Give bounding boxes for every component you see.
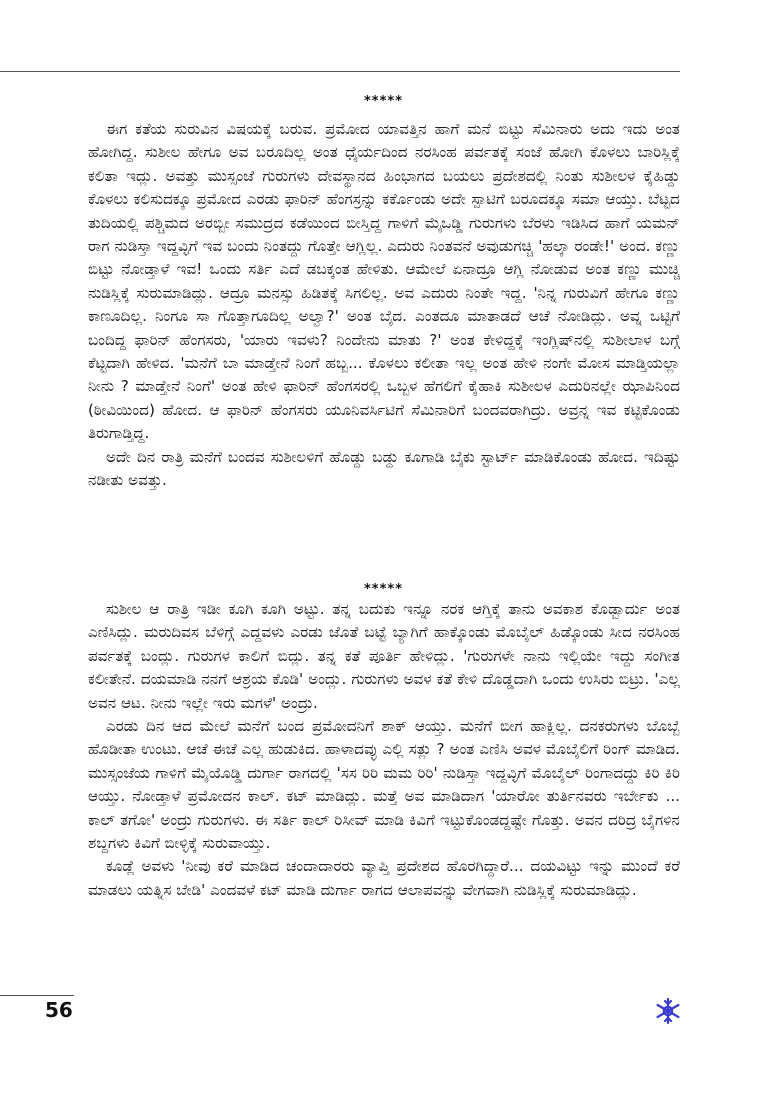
snowflake-ornament-icon xyxy=(654,997,682,1025)
page-number: 56 xyxy=(45,998,73,1022)
bottom-rule xyxy=(0,995,74,996)
section-2-text xyxy=(88,598,680,902)
section-separator-mid: ***** xyxy=(364,582,403,597)
top-rule xyxy=(0,71,680,72)
section-1-text xyxy=(88,118,680,493)
paragraph: ಸುಶೀಲ ಆ ರಾತ್ರಿ ಇಡೀ ಕೂಗಿ ಕೂಗಿ ಅಟ್ಟು. ತನ್ನ ಬದುಕು ಇನ್ನೂ ನರಕ ಆಗ್ತಿಕ್ಕೆ ತಾನು ಅವಕಾಶ ಕೊಡ್ಬಾರ್ದು ಅಂತ ಎಣಿಸಿದ್ಲು. ಮರುದಿವಸ ಬೆಳಿಗ್ಗೆ ಎದ್ದವಳು ಎರಡು ಜೊತೆ ಬಟ್ಟೆ ಬ್ಯಾಗಿಗೆ ಹಾಕ್ಕೊಂಡು ಮೊಬೈಲ್ ಹಿಡ್ಕೊಂಡು ಸೀದ ನರಸಿಂಹ ಪರ್ವತಕ್ಕೆ ಬಂದ್ಲು. ಗುರುಗಳ ಕಾಲಿಗೆ ಬಿದ್ಲು. ತನ್ನ ಕತೆ ಪೂರ್ತಿ ಹೇಳಿದ್ಲು. 'ಗುರುಗಳೇ ನಾನು ಇಲ್ಲಿಯೇ ಇದ್ದು ಸಂಗೀತ ಕಲೀತೇನೆ. ದಯಮಾಡಿ ನನಗೆ ಆಶ್ರಯ ಕೊಡಿ' ಅಂದ್ಲು. ಗುರುಗಳು ಅವಳ ಕತೆ ಕೇಳಿ ದೊಡ್ಡದಾಗಿ ಒಂದು ಉಸಿರು ಬಿಟ್ರು. 'ಎಲ್ಲ ಅವನ ಆಟ. ನೀನು ಇಲ್ಲೇ ಇರು ಮಗಳೆ' ಅಂದ್ರು. xyxy=(88,600,680,712)
paragraph: ಅದೇ ದಿನ ರಾತ್ರಿ ಮನೆಗೆ ಬಂದವ ಸುಶೀಲಳಿಗೆ ಹೊಡ್ದು ಬಡ್ದು ಕೂಗಾಡಿ ಬೈಕು ಸ್ಟಾರ್ಟ್ ಮಾಡಿಕೊಂಡು ಹೋದ. ಇದಿಷ್ಟು ನಡೀತು ಅವತ್ತು. xyxy=(88,447,680,490)
paragraph: ಕೂಡ್ಲೆ ಅವಳು 'ನೀವು ಕರೆ ಮಾಡಿದ ಚಂದಾದಾರರು ವ್ಯಾಪ್ತಿ ಪ್ರದೇಶದ ಹೊರಗಿದ್ದಾರೆ... ದಯವಿಟ್ಟು ಇನ್ನು ಮುಂದೆ ಕರೆ ಮಾಡಲು ಯತ್ನಿಸ ಬೇಡಿ' ಎಂದವಳೆ ಕಟ್ ಮಾಡಿ ದುರ್ಗಾ ರಾಗದ ಆಲಾಪವನ್ನು ವೇಗವಾಗಿ ನುಡಿಸ್ಲಿಕ್ಕೆ ಸುರುಮಾಡಿದ್ಲು. xyxy=(88,857,680,899)
paragraph: ಈಗ ಕತೆಯ ಸುರುವಿನ ವಿಷಯಕ್ಕೆ ಬರುವ. ಪ್ರಮೋದ ಯಾವತ್ತಿನ ಹಾಗೆ ಮನೆ ಬಿಟ್ಟು ಸೆಮಿನಾರು ಅದು ಇದು ಅಂತ ಹೋಗಿದ್ದ. ಸುಶೀಲ ಹೇಗೂ ಅವ ಬರೂದಿಲ್ಲ ಅಂತ ಧೈರ್ಯದಿಂದ ನರಸಿಂಹ ಪರ್ವತಕ್ಕೆ ಸಂಜೆ ಹೋಗಿ ಕೊಳಲು ಬಾರಿಸ್ಲಿಕ್ಕೆ ಕಲಿತಾ ಇದ್ಲು. ಅವತ್ತು ಮುಸ್ಸಂಜೆ ಗುರುಗಳು ದೇವಸ್ಥಾನದ ಹಿಂಭಾಗದ ಬಯಲು ಪ್ರದೇಶದಲ್ಲಿ ನಿಂತು ಸುಶೀಲಳ ಕೈಹಿಡ್ದು ಕೊಳಲು ಕಲಿಸುದಕ್ಕೂ ಪ್ರಮೋದ ಎರಡು ಫಾರಿನ್ ಹೆಂಗಸ್ರನ್ನು ಕರ್ಕೊಂಡು ಅದೇ ಸ್ಪಾಟಿಗೆ ಬರೂದಕ್ಕೂ ಸಮಾ ಆಯ್ತು. ಬೆಟ್ಟದ ತುದಿಯಲ್ಲಿ ಪಶ್ಚಿಮದ ಅರಬ್ಬೀ ಸಮುದ್ರದ ಕಡೆಯಿಂದ ಬೀಸ್ತಿದ್ದ ಗಾಳಿಗೆ ಮೈಒಡ್ಡಿ ಗುರುಗಳು ಬೆರಳು ಇಡಿಸಿದ ಹಾಗೆ ಯಮನ್ ರಾಗ ನುಡಿಸ್ತಾ ಇದ್ದವ್ಳಿಗೆ ಇವ ಬಂದು ನಿಂತದ್ದು ಗೊತ್ತೇ ಆಗ್ಲಿಲ್ಲ. ಎದುರು ನಿಂತವನೆ ಅವುಡುಗಚ್ಚಿ 'ಹಲ್ಕಾ ರಂಡೇ!' ಅಂದ. ಕಣ್ಣು ಬಿಟ್ಟು ನೋಡ್ತಾಳೆ ಇವ! ಒಂದು ಸರ್ತಿ ಎದೆ ಡಬಕ್ಕಂತ ಹೇಳಿತು. ಆಮೇಲೆ ಏನಾದ್ರೂ ಆಗ್ಲಿ ನೋಡುವ ಅಂತ ಕಣ್ಣು ಮುಚ್ಚಿ ನುಡಿಸ್ಲಿಕ್ಕೆ ಸುರುಮಾಡಿದ್ಲು. ಆದ್ರೂ ಮನಸ್ಸು ಹಿಡಿತಕ್ಕೆ ಸಿಗಲಿಲ್ಲ. ಅವ ಎದುರು ನಿಂತೇ ಇದ್ದ. 'ನಿನ್ನ ಗುರುವಿಗೆ ಹೇಗೂ ಕಣ್ಣು ಕಾಣೂದಿಲ್ಲ. ನಿಂಗೂ ಸಾ ಗೊತ್ತಾಗೂದಿಲ್ಲ ಅಲ್ವಾ?' ಅಂತ ಬೈದ. ಎಂತದೂ ಮಾತಾಡದೆ ಆಚೆ ನೋಡಿದ್ಲು. ಅವ್ನ ಒಟ್ಟಿಗೆ ಬಂದಿದ್ದ ಫಾರಿನ್ ಹೆಂಗಸರು, 'ಯಾರು ಇವಳು? ನಿಂದೇನು ಮಾತು ?' ಅಂತ ಕೇಳಿದ್ದಕ್ಕೆ ಇಂಗ್ಲಿಷ್‌ನಲ್ಲಿ ಸುಶೀಲಾಳ ಬಗ್ಗೆ ಕೆಟ್ಟದಾಗಿ ಹೇಳಿದ. 'ಮನೆಗೆ ಬಾ ಮಾಡ್ತೇನೆ ನಿಂಗೆ ಹಬ್ಬ... ಕೊಳಲು ಕಲೀತಾ ಇಲ್ಲ ಅಂತ ಹೇಳಿ ನಂಗೇ ಮೋಸ ಮಾಡ್ತಿಯಲ್ಲಾ ನೀನು ? ಮಾಡ್ತೇನೆ ನಿಂಗೆ' ಅಂತ ಹೇಳಿ ಫಾರಿನ್ ಹೆಂಗಸರಲ್ಲಿ ಒಬ್ಬಳ ಹೆಗಲಿಗೆ ಕೈಹಾಕಿ ಸುಶೀಲಳ ಎದುರಿನಲ್ಲೇ ಝಾಪಿನಿಂದ (ಠೀವಿಯಿಂದ) ಹೋದ. ಆ ಫಾರಿನ್ ಹೆಂಗಸರು ಯೂನಿವರ್ಸಿಟಿಗೆ ಸೆಮಿನಾರಿಗೆ ಬಂದವರಾಗಿದ್ರು. ಅವ್ರನ್ನ ಇವ ಕಟ್ಟಿಕೊಂಡು ತಿರುಗಾಡ್ತಿದ್ದ. xyxy=(88,120,680,443)
section-separator-top: ***** xyxy=(364,94,403,109)
paragraph: ಎರಡು ದಿನ ಆದ ಮೇಲೆ ಮನೆಗೆ ಬಂದ ಪ್ರಮೋದನಿಗೆ ಶಾಕ್ ಆಯ್ತು. ಮನೆಗೆ ಬೀಗ ಹಾಕ್ಲಿಲ್ಲ. ದನಕರುಗಳು ಬೊಬ್ಬೆ ಹೊಡೀತಾ ಉಂಟು. ಆಚೆ ಈಚೆ ಎಲ್ಲ ಹುಡುಕಿದ. ಹಾಳಾದವ್ಳು ಎಲ್ಲಿ ಸತ್ಲು ? ಅಂತ ಎಣಿಸಿ ಅವಳ ಮೊಬೈಲಿಗೆ ರಿಂಗ್ ಮಾಡಿದ. ಮುಸ್ಸಂಜೆಯ ಗಾಳಿಗೆ ಮೈಯೊಡ್ಡಿ ದುರ್ಗಾ ರಾಗದಲ್ಲಿ 'ಸಸ ರಿರಿ ಮಮ ರಿರಿ' ನುಡಿಸ್ತಾ ಇದ್ದವ್ಳಿಗೆ ಮೊಬೈಲ್ ರಿಂಗಾದದ್ದು ಕಿರಿ ಕಿರಿ ಆಯ್ತು. ನೋಡ್ತಾಳೆ ಪ್ರಮೋದನ ಕಾಲ್. ಕಟ್ ಮಾಡಿದ್ಲು. ಮತ್ತೆ ಅವ ಮಾಡಿದಾಗ 'ಯಾರೋ ತುರ್ತಿನವರು ಇರ್ಬೇಕು ... ಕಾಲ್ ತಗೋ' ಅಂದ್ರು ಗುರುಗಳು. ಈ ಸರ್ತಿ ಕಾಲ್ ರಿಸೀವ್ ಮಾಡಿ ಕಿವಿಗೆ ಇಟ್ಟುಕೊಂಡದ್ದಷ್ಟೇ ಗೊತ್ತು. ಅವನ ದರಿದ್ರ ಬೈಗಳಿನ ಶಬ್ದಗಳು ಕಿವಿಗೆ ಬೀಳ್ಳಿಕ್ಕೆ ಸುರುವಾಯ್ತು. xyxy=(88,717,680,853)
